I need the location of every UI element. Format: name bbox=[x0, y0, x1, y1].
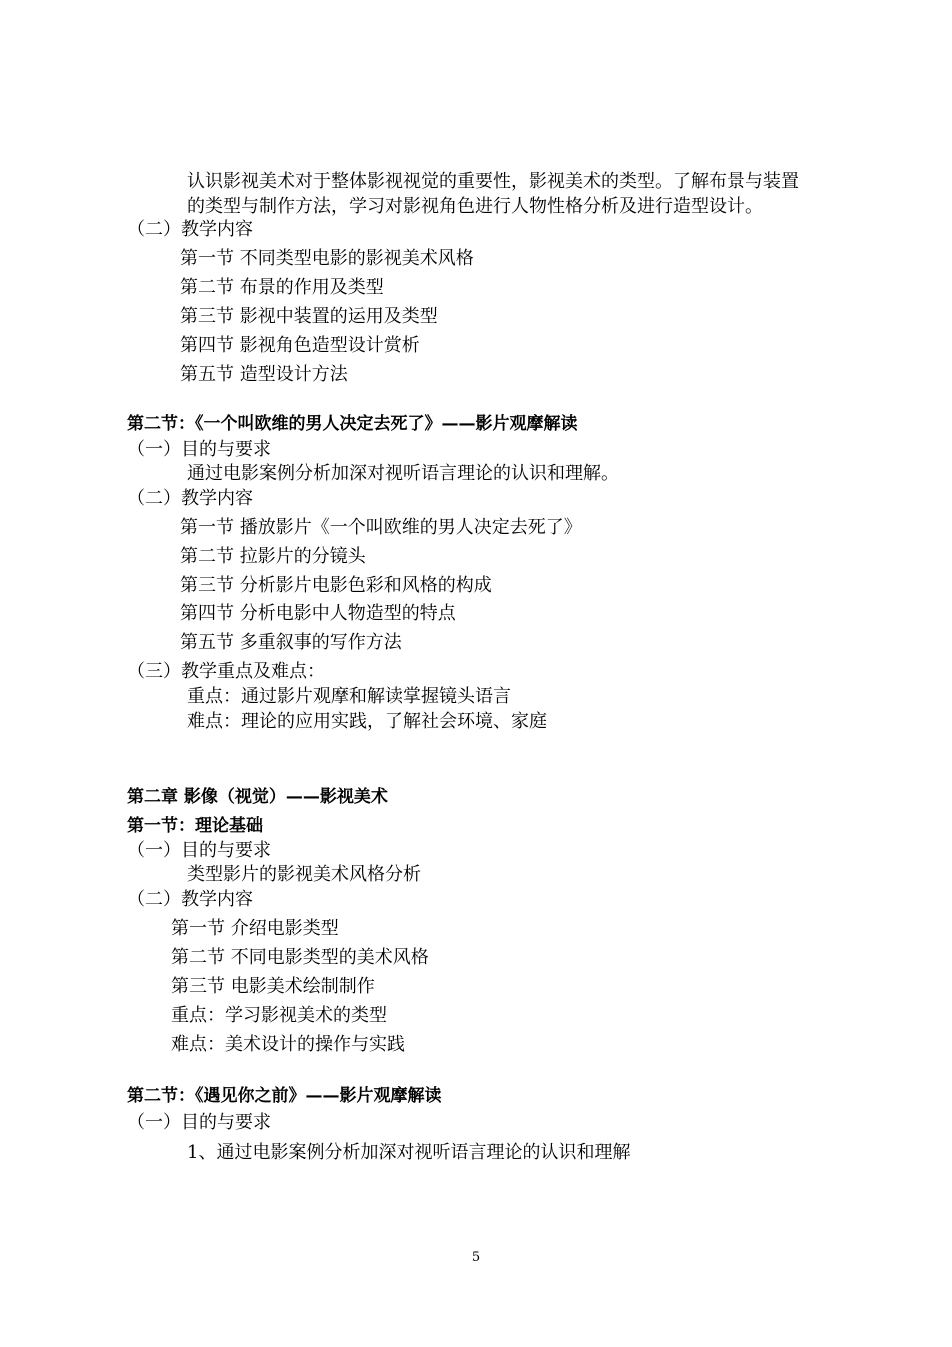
content-item: 难点：美术设计的操作与实践 bbox=[171, 1034, 405, 1055]
key-label: （三）教学重点及难点： bbox=[127, 661, 325, 682]
content-item: 第一节 播放影片《一个叫欧维的男人决定去死了》 bbox=[180, 517, 582, 538]
chapter-title: 第二章 影像（视觉）——影视美术 bbox=[127, 787, 388, 807]
content-item: 第一节 介绍电影类型 bbox=[171, 918, 339, 939]
goal-label: （一）目的与要求 bbox=[127, 439, 271, 460]
section-heading: 第一节：理论基础 bbox=[127, 816, 263, 836]
difficulty: 难点：理论的应用实践，了解社会环境、家庭 bbox=[187, 711, 547, 732]
intro-content-label: （二）教学内容 bbox=[127, 219, 253, 240]
section-heading: 第二节：《一个叫欧维的男人决定去死了》——影片观摩解读 bbox=[127, 414, 578, 434]
content-item: 重点：学习影视美术的类型 bbox=[171, 1005, 387, 1026]
content-item: 第五节 多重叙事的写作方法 bbox=[180, 632, 402, 653]
goal-label: （一）目的与要求 bbox=[127, 1112, 271, 1133]
content-label: （二）教学内容 bbox=[127, 488, 253, 509]
intro-item: 第一节 不同类型电影的影视美术风格 bbox=[180, 248, 474, 269]
goal-text: 类型影片的影视美术风格分析 bbox=[187, 864, 421, 885]
intro-line-1: 认识影视美术对于整体影视视觉的重要性，影视美术的类型。了解布景与装置 bbox=[187, 171, 799, 192]
content-item: 第三节 电影美术绘制制作 bbox=[171, 976, 375, 997]
section-heading: 第二节：《遇见你之前》——影片观摩解读 bbox=[127, 1086, 442, 1106]
goal-text: 1、通过电影案例分析加深对视听语言理论的认识和理解 bbox=[187, 1142, 631, 1163]
intro-item: 第三节 影视中装置的运用及类型 bbox=[180, 306, 438, 327]
content-item: 第二节 拉影片的分镜头 bbox=[180, 546, 366, 567]
intro-item: 第五节 造型设计方法 bbox=[180, 364, 348, 385]
content-item: 第二节 不同电影类型的美术风格 bbox=[171, 947, 429, 968]
content-item: 第四节 分析电影中人物造型的特点 bbox=[180, 603, 456, 624]
intro-item: 第四节 影视角色造型设计赏析 bbox=[180, 335, 420, 356]
key-point: 重点：通过影片观摩和解读掌握镜头语言 bbox=[187, 686, 511, 707]
intro-item: 第二节 布景的作用及类型 bbox=[180, 277, 384, 298]
page-number: 5 bbox=[471, 1250, 481, 1265]
goal-text: 通过电影案例分析加深对视听语言理论的认识和理解。 bbox=[187, 463, 619, 484]
content-item: 第三节 分析影片电影色彩和风格的构成 bbox=[180, 575, 492, 596]
intro-line-2: 的类型与制作方法，学习对影视角色进行人物性格分析及进行造型设计。 bbox=[187, 196, 763, 217]
content-label: （二）教学内容 bbox=[127, 889, 253, 910]
goal-label: （一）目的与要求 bbox=[127, 840, 271, 861]
